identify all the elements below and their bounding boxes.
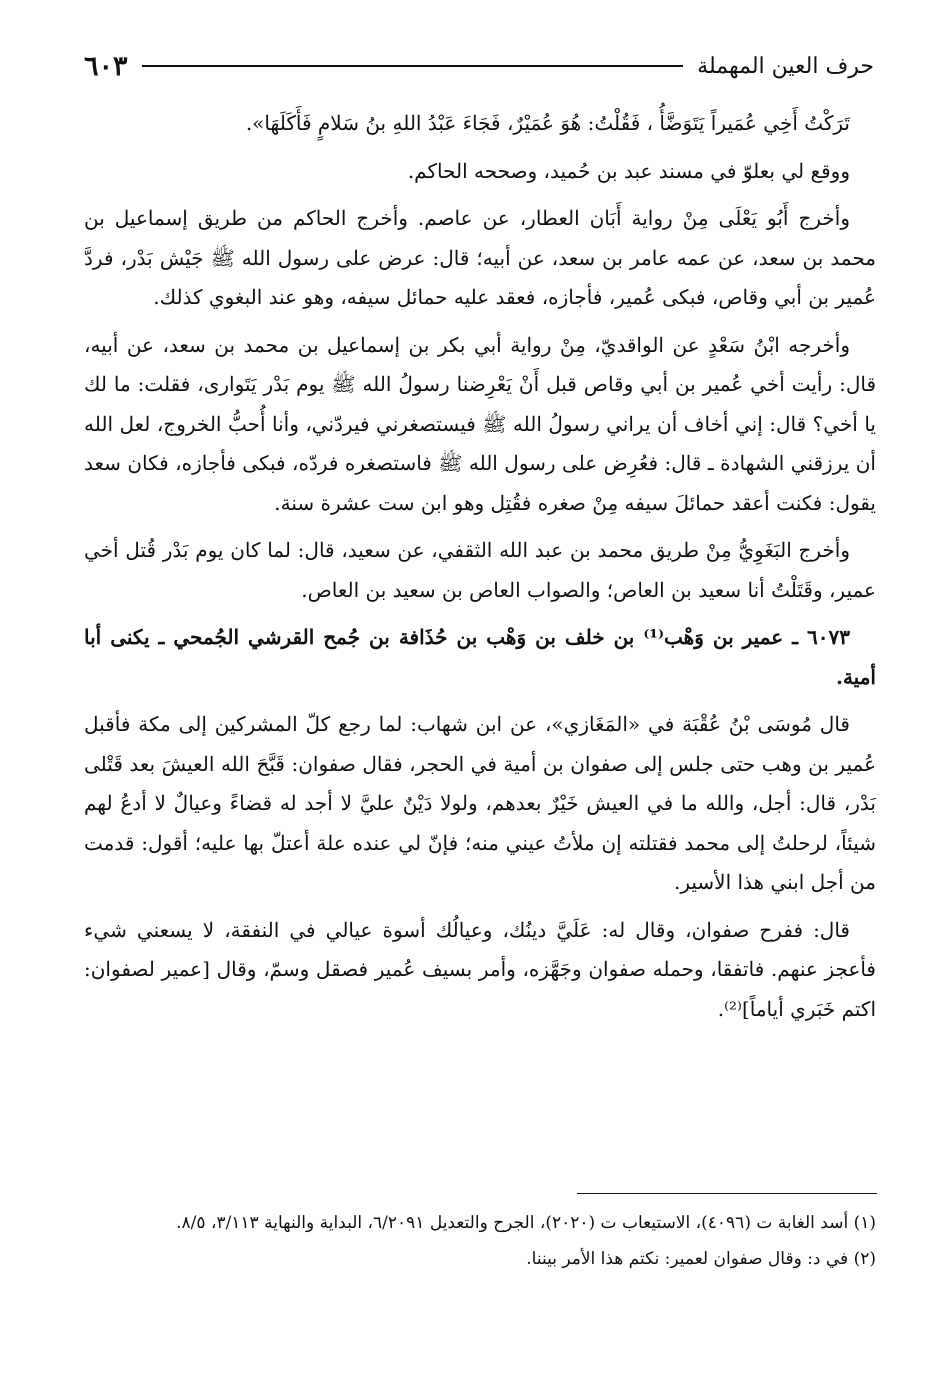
footnote-rule [577,1193,877,1194]
paragraph-8: قال: ففرح صفوان، وقال له: عَلَيَّ دينُك، وعيالُك أسوة عيالي في النفقة، لا يسعني شيء فأعجز عنهم. فاتفقا، وحمله صفوان وجَهَّزه، وأمر بسيف عُمير فصقل وسمّ، وقال [عمير لصفوان: اكتم خَبَري أياماً]⁽²⁾. [84,917,876,1021]
paragraph-5: وأخرج البَغَوِيُّ مِنْ طريق محمد بن عبد الله الثقفي، عن سعيد، قال: لما كان يوم بَدْر قُتل أخي عمير، وقَتَلْتُ أنا سعيد بن العاص؛ والصواب العاص بن سعيد بن العاص. [84,538,876,602]
paragraph-7: قال مُوسَى بْنُ عُقْبَة في «المَغَازي»، عن ابن شهاب: لما رجع كلّ المشركين إلى مكة فأقبل عُمير بن وهب حتى جلس إلى صفوان بن أمية في الحجر، فقال صفوان: قَبَّحَ الله العيشَ بعد قَتْلى بَدْر، قال: أجل، والله ما في العيش خَيْرٌ بعدهم، ولولا دَيْنٌ عليَّ لا أجد له قضاءً وعيالٌ لا أدعُ لهم شيئاً، لرحلتُ إلى محمد فقتلته إن ملأتُ عيني منه؛ فإنّ لي عنده علة أعتلّ بها عليه؛ أقول: قدمت من أجل ابني هذا الأسير. [84,712,876,894]
footnote-2: (٢) في د: وقال صفوان لعمير: نكتم هذا الأمر بيننا. [526,1249,876,1269]
paragraph-1: تَرَكْتُ أَخِي عُمَيراً يَتَوَضَّأُ ، فَقُلْتُ: هُوَ عُمَيْرٌ، فَجَاءَ عَبْدُ اللهِ بنُ سَلامٍ فَأَكَلَهَا». [245,111,850,135]
paragraph-4: وأخرجه ابْنُ سَعْدٍ عن الواقديّ، مِنْ رواية أبي بكر بن إسماعيل بن محمد بن سعد، عن أبيه، قال: رأيت أخي عُمير بن أبي وقاص قبل أَنْ يَعْرِضنا رسولُ الله ﷺ يوم بَدْر يَتَوارى، فقلت: ما لك يا أخي؟ قال: إني أخاف أن يراني رسولُ الله ﷺ فيستصغرني فيردّني، وأنا أُحبُّ الخروج، لعل الله أن يرزقني الشهادة ـ قال: فعُرِض على رسول الله ﷺ فاستصغره فردّه، فبكى فأجازه، فكان سعد يقول: فكنت أعقد حمائلَ سيفه مِنْ صغره فقُتِل وهو ابن ست عشرة سنة. [84,332,877,515]
entry-heading-6073: ٦٠٧٣ ـ عمير بن وَهْب⁽¹⁾ بن خلف بن وَهْب بن حُذَافة بن جُمح القرشي الجُمحي ـ يكنى أبا أمية. [84,625,876,689]
main-text [84,104,876,1029]
page-header [84,48,874,84]
footnotes [80,1208,876,1280]
footnote-1: (١) أسد الغابة ت (٤٠٩٦)، الاستيعاب ت (٢٠٢٠)، الجرح والتعديل ٦/٢٠٩١، البداية والنهاية ٣/١١٣، ٨/٥. [176,1213,876,1233]
running-title: حرف العين المهملة [697,53,874,79]
paragraph-3: وأخرج أَبُو يَعْلَى مِنْ رواية أَبَان العطار، عن عاصم. وأخرج الحاكم من طريق إسماعيل بن محمد بن سعد، عن عمه عامر بن سعد، عن أبيه؛ قال: عرض على رسول الله ﷺ جَيْش بَدْر، فردَّ عُمير بن أبي وقاص، فبكى عُمير، فأجازه، فعقد عليه حمائل سيفه، وهو عند البغوي كذلك. [84,206,876,309]
page-number: ٦٠٣ [84,50,128,82]
header-rule [142,65,684,67]
paragraph-2: ووقع لي بعلوّ في مسند عبد بن حُميد، وصححه الحاكم. [407,158,850,183]
